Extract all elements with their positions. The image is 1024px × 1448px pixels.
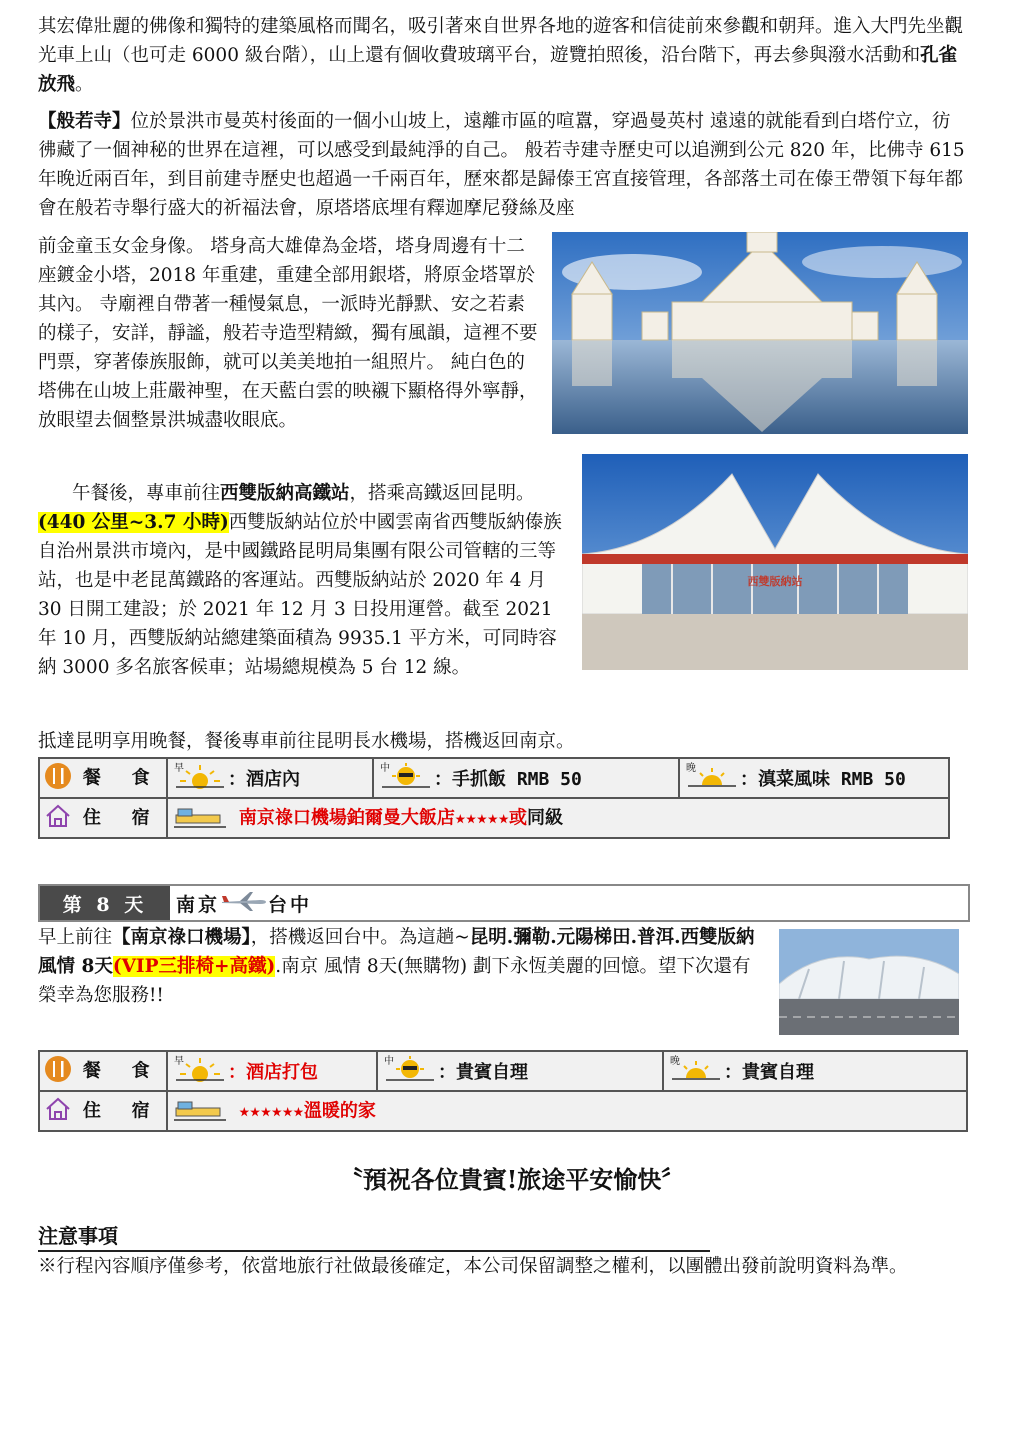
house-icon	[44, 803, 72, 834]
lunch-tag: 中	[380, 762, 390, 774]
breakfast-cell	[167, 1051, 377, 1091]
lunch-text: ：手抓飯 RMB 50	[434, 769, 582, 790]
vip-highlight: (VIP三排椅+高鐵)	[112, 956, 276, 977]
hotel-suffix: 同級	[527, 807, 564, 828]
lodging-label: 住 宿	[82, 807, 160, 828]
temple-name: 【般若寺】	[38, 111, 131, 132]
utensils-icon	[44, 762, 72, 795]
lunch-cell	[373, 758, 679, 798]
dinner-text: ：滇菜風味 RMB 50	[740, 769, 906, 790]
temple-photo	[552, 232, 968, 434]
breakfast-text: ：酒店內	[228, 769, 300, 790]
meals-label: 餐 食	[82, 1060, 160, 1081]
lunch-cell	[377, 1051, 663, 1091]
day8-text3: .南京 風情 8天(無購物) 劃下永恆美麗的回憶。望下次還有榮幸為您服務!!	[38, 956, 751, 1006]
route-from: 南京	[176, 893, 221, 916]
station-photo	[582, 454, 968, 670]
hotel-cell	[167, 1091, 967, 1131]
station-intro: 午餐後，專車前往	[72, 483, 221, 504]
distance-highlight: (440 公里~3.7 小時)	[38, 512, 229, 533]
hotel-cell	[167, 798, 949, 838]
hotel-name: 南京祿口機場鉑爾曼大飯店★★★★★或	[238, 807, 528, 828]
meals-label: 餐 食	[82, 767, 160, 788]
peacock-text: 孔雀放飛	[38, 45, 958, 95]
temple-paragraph	[38, 107, 968, 223]
dinner-tag: 晚	[670, 1055, 680, 1067]
breakfast-tag: 早	[174, 762, 184, 774]
breakfast-cell	[167, 758, 373, 798]
blessing-text: 〝預祝各位貴賓!旅途平安愉快〞	[338, 1165, 686, 1194]
dinner-cell	[663, 1051, 967, 1091]
bed-icon	[172, 1096, 228, 1127]
day8-header	[38, 884, 970, 922]
day8-text1: 早上前往	[38, 927, 113, 948]
dinner-tag: 晚	[686, 762, 696, 774]
utensils-icon	[44, 1055, 72, 1088]
lunch-tag: 中	[384, 1055, 394, 1067]
day8-paragraph	[38, 923, 768, 1010]
breakfast-tag: 早	[174, 1055, 184, 1067]
intro-end: 。	[75, 74, 94, 95]
route-to: 台中	[268, 893, 313, 916]
bed-icon	[172, 803, 228, 834]
airplane-icon	[220, 890, 268, 917]
airport-name: 【南京祿口機場】	[112, 927, 251, 948]
station-mid: ，搭乘高鐵返回昆明。	[349, 483, 535, 504]
hotel-name: ★★★★★★溫暖的家	[238, 1100, 376, 1121]
lunch-text: ：貴賓自理	[438, 1062, 528, 1083]
breakfast-text: ：酒店打包	[228, 1062, 318, 1083]
lodging-label-cell	[39, 798, 167, 838]
intro-paragraph	[38, 12, 968, 99]
temple-paragraph-continued: 前金童玉女金身像。 塔身高大雄偉為金塔，塔身周邊有十二座鍍金小塔，2018 年重建，重建全部用銀塔，將原金塔罩於其內。 寺廟裡自帶著一種慢氣息，一派時光靜默、安之若素的樣子，安詳，靜謐，般若寺造型精緻，獨有風韻，這裡不要門票，穿著傣族服飾，就可以美美地拍一組照片。 純白色的塔佛在山坡上莊嚴神聖，在天藍白雲的映襯下顯格得外寧靜，放眼望去個整景洪城盡收眼底。	[38, 236, 538, 431]
meals-label-cell	[39, 758, 167, 798]
notes-title: 注意事項	[38, 1222, 710, 1252]
tour-route: 昆明.彌勒.元陽梯田.普洱.西雙版納 風情 8天	[38, 927, 755, 977]
day-route	[170, 886, 968, 920]
dinner-text: ：貴賓自理	[724, 1062, 814, 1083]
day8-text2: ，搭機返回台中。為這趟~	[250, 927, 470, 948]
dinner-line: 抵達昆明享用晚餐，餐後專車前往昆明長水機場，搭機返回南京。	[38, 731, 575, 752]
station-paragraph	[38, 479, 568, 682]
meals-label-cell	[39, 1051, 167, 1091]
lodging-label: 住 宿	[82, 1100, 160, 1121]
station-sign: 西雙版納站	[747, 575, 803, 588]
day-label: 第 8 天	[40, 886, 170, 920]
day8-meal-table	[38, 1050, 968, 1132]
temple-text: 位於景洪市曼英村後面的一個小山坡上，遠離市區的喧囂，穿過曼英村 遠遠的就能看到白塔佇立，彷彿藏了一個神秘的世界在這裡，可以感受到最純淨的自己。 般若寺建寺歷史可以追溯到公元 820 年，比佛寺 615 年晚近兩百年，到目前建寺歷史也超過一千兩百年，歷來都是歸傣王宮直接管理，各部落土司在傣王帶領下每年都會在般若寺舉行盛大的祈福法會，原塔塔底埋有釋迦摩尼發絲及座	[38, 111, 965, 219]
day7-meal-table	[38, 757, 950, 839]
dinner-cell	[679, 758, 949, 798]
lodging-label-cell	[39, 1091, 167, 1131]
house-icon	[44, 1096, 72, 1127]
station-name: 西雙版納高鐵站	[220, 483, 350, 504]
station-text: 西雙版納站位於中國雲南省西雙版納傣族自治州景洪市境內，是中國鐵路昆明局集團有限公司管轄的三等站，也是中老昆萬鐵路的客運站。西雙版納站於 2020 年 4 月 30 日開工建設；於 2021 年 12 月 3 日投用運營。截至 2021 年 10 月，西雙版納站總建築面積為 9935.1 平方米，可同時容納 3000 多名旅客候車；站場總規模為 5 台 12 線。	[38, 512, 562, 678]
notes-text: ※行程內容順序僅參考，依當地旅行社做最後確定，本公司保留調整之權利，以團體出發前說明資料為準。	[38, 1256, 908, 1277]
intro-text: 其宏偉壯麗的佛像和獨特的建築風格而聞名，吸引著來自世界各地的遊客和信徒前來參觀和朝拜。進入大門先坐觀光車上山（也可走 6000 級台階），山上還有個收費玻璃平台，遊覽拍照後，沿台階下，再去參與潑水活動和	[38, 16, 964, 66]
airport-photo	[779, 929, 959, 1035]
